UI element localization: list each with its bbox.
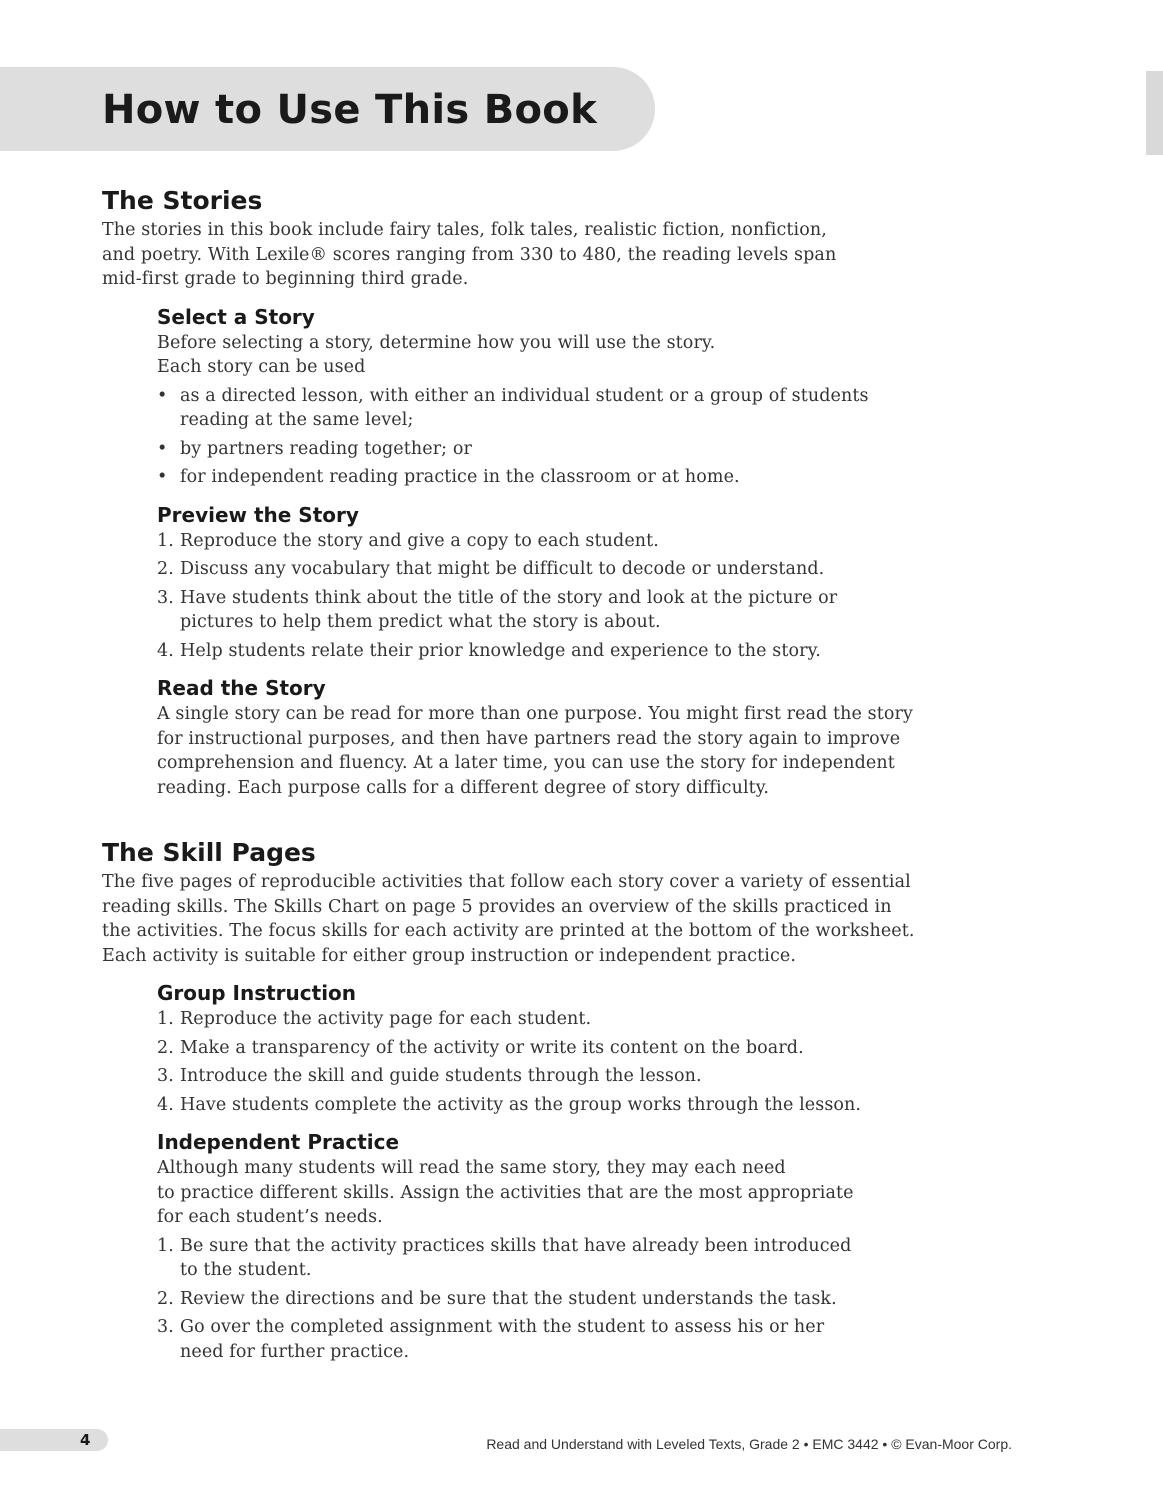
bullet-marker: • (157, 467, 168, 487)
item-line: Have students think about the title of the story and look at the picture or (180, 587, 838, 608)
item-line: as a directed lesson, with either an individual student or a group of students (180, 385, 869, 406)
list-item (157, 1036, 922, 1061)
item-number: 1. (157, 530, 174, 551)
subsection-preview-story (157, 501, 922, 664)
footer-credit: Read and Understand with Leveled Texts, Grade 2 • EMC 3442 • © Evan-Moor Corp. (486, 1436, 1012, 1452)
section-heading-stories: The Stories (102, 186, 263, 215)
paragraph-line: Each activity is suitable for either group instruction or independent practice. (102, 945, 796, 966)
item-line: by partners reading together; or (180, 438, 472, 459)
subsection-group-instruction (157, 979, 922, 1117)
page-title: How to Use This Book (102, 87, 597, 133)
paragraph-line: Before selecting a story, determine how you will use the story. (157, 332, 716, 353)
paragraph-line: The five pages of reproducible activities that follow each story cover a variety of essential (102, 872, 911, 892)
list-item (157, 1315, 922, 1364)
numbered-list (157, 1007, 922, 1117)
item-number: 1. (157, 1009, 174, 1029)
item-line: need for further practice. (180, 1341, 410, 1362)
paragraph-line: and poetry. With Lexile® scores ranging from 330 to 480, the reading levels span (102, 244, 837, 265)
list-item (157, 1093, 922, 1118)
paragraph-line: for instructional purposes, and then have partners read the story again to improve (157, 728, 901, 749)
item-line: Reproduce the activity page for each student. (180, 1009, 592, 1029)
item-line: for independent reading practice in the classroom or at home. (180, 467, 740, 487)
section-heading-skill-pages: The Skill Pages (102, 838, 316, 867)
bullet-marker: • (157, 438, 168, 459)
section-skill-pages (102, 836, 922, 1364)
item-number: 3. (157, 587, 174, 608)
list-item (157, 1287, 922, 1312)
item-line: Discuss any vocabulary that might be difficult to decode or understand. (180, 559, 825, 579)
paragraph-line: the activities. The focus skills for each activity are printed at the bottom of the worksheet. (102, 921, 915, 941)
page-content (102, 184, 922, 1364)
edge-tab (1146, 71, 1163, 155)
list-item (157, 586, 922, 635)
stories-intro (102, 218, 922, 292)
subsection-independent-practice (157, 1128, 922, 1364)
item-number: 2. (157, 1288, 174, 1309)
item-number: 2. (157, 1037, 174, 1058)
item-number: 4. (157, 640, 174, 661)
item-line: pictures to help them predict what the story is about. (180, 612, 661, 632)
list-item (157, 1007, 922, 1032)
subheading-group-instruction: Group Instruction (157, 981, 357, 1005)
numbered-list (157, 529, 922, 664)
list-item (157, 639, 922, 664)
subsection-select-story (157, 303, 922, 490)
item-number: 1. (157, 1235, 174, 1256)
item-number: 2. (157, 559, 174, 579)
list-item (157, 529, 922, 554)
paragraph-line: Although many students will read the same story, they may each need (157, 1158, 786, 1178)
list-item (157, 1064, 922, 1089)
bullet-list (157, 384, 922, 490)
item-line: Be sure that the activity practices skills that have already been introduced (180, 1235, 852, 1256)
skill-pages-intro (102, 870, 922, 968)
paragraph-line: Each story can be used (157, 357, 366, 377)
item-line: Make a transparency of the activity or write its content on the board. (180, 1037, 804, 1058)
item-line: to the student. (180, 1260, 312, 1280)
item-line: Go over the completed assignment with the student to assess his or her (180, 1317, 825, 1337)
section-stories (102, 184, 922, 800)
item-line: Reproduce the story and give a copy to each student. (180, 530, 659, 551)
paragraph-line: reading. Each purpose calls for a different degree of story difficulty. (157, 777, 770, 798)
item-number: 3. (157, 1317, 174, 1337)
item-line: Review the directions and be sure that the student understands the task. (180, 1288, 837, 1309)
item-number: 3. (157, 1066, 174, 1086)
paragraph-line: reading skills. The Skills Chart on page 5 provides an overview of the skills practiced in (102, 896, 892, 917)
list-item (157, 557, 922, 582)
paragraph-line: to practice different skills. Assign the activities that are the most appropriate (157, 1182, 854, 1203)
subheading-preview-story: Preview the Story (157, 502, 359, 527)
list-item (157, 437, 922, 462)
list-item (157, 384, 922, 433)
subheading-independent-practice: Independent Practice (157, 1130, 400, 1154)
paragraph-line: The stories in this book include fairy tales, folk tales, realistic fiction, nonfiction, (102, 220, 827, 240)
paragraph-line: for each student’s needs. (157, 1207, 383, 1227)
paragraph-line: comprehension and fluency. At a later time, you can use the story for independent (157, 753, 895, 773)
page-number: 4 (80, 1431, 91, 1449)
numbered-list (157, 1234, 922, 1365)
item-number: 4. (157, 1094, 174, 1115)
subheading-select-story: Select a Story (157, 304, 315, 329)
list-item (157, 465, 922, 490)
subheading-read-story: Read the Story (157, 676, 326, 700)
paragraph-line: mid-first grade to beginning third grade. (102, 269, 469, 289)
paragraph-line: A single story can be read for more than one purpose. You might first read the story (157, 704, 913, 724)
subsection-read-story (157, 674, 922, 800)
list-item (157, 1234, 922, 1283)
item-line: Introduce the skill and guide students through the lesson. (180, 1066, 702, 1086)
bullet-marker: • (157, 385, 168, 406)
item-line: reading at the same level; (180, 410, 414, 430)
page-number-band (0, 1429, 108, 1451)
item-line: Have students complete the activity as the group works through the lesson. (180, 1094, 862, 1115)
item-line: Help students relate their prior knowledge and experience to the story. (180, 640, 821, 661)
